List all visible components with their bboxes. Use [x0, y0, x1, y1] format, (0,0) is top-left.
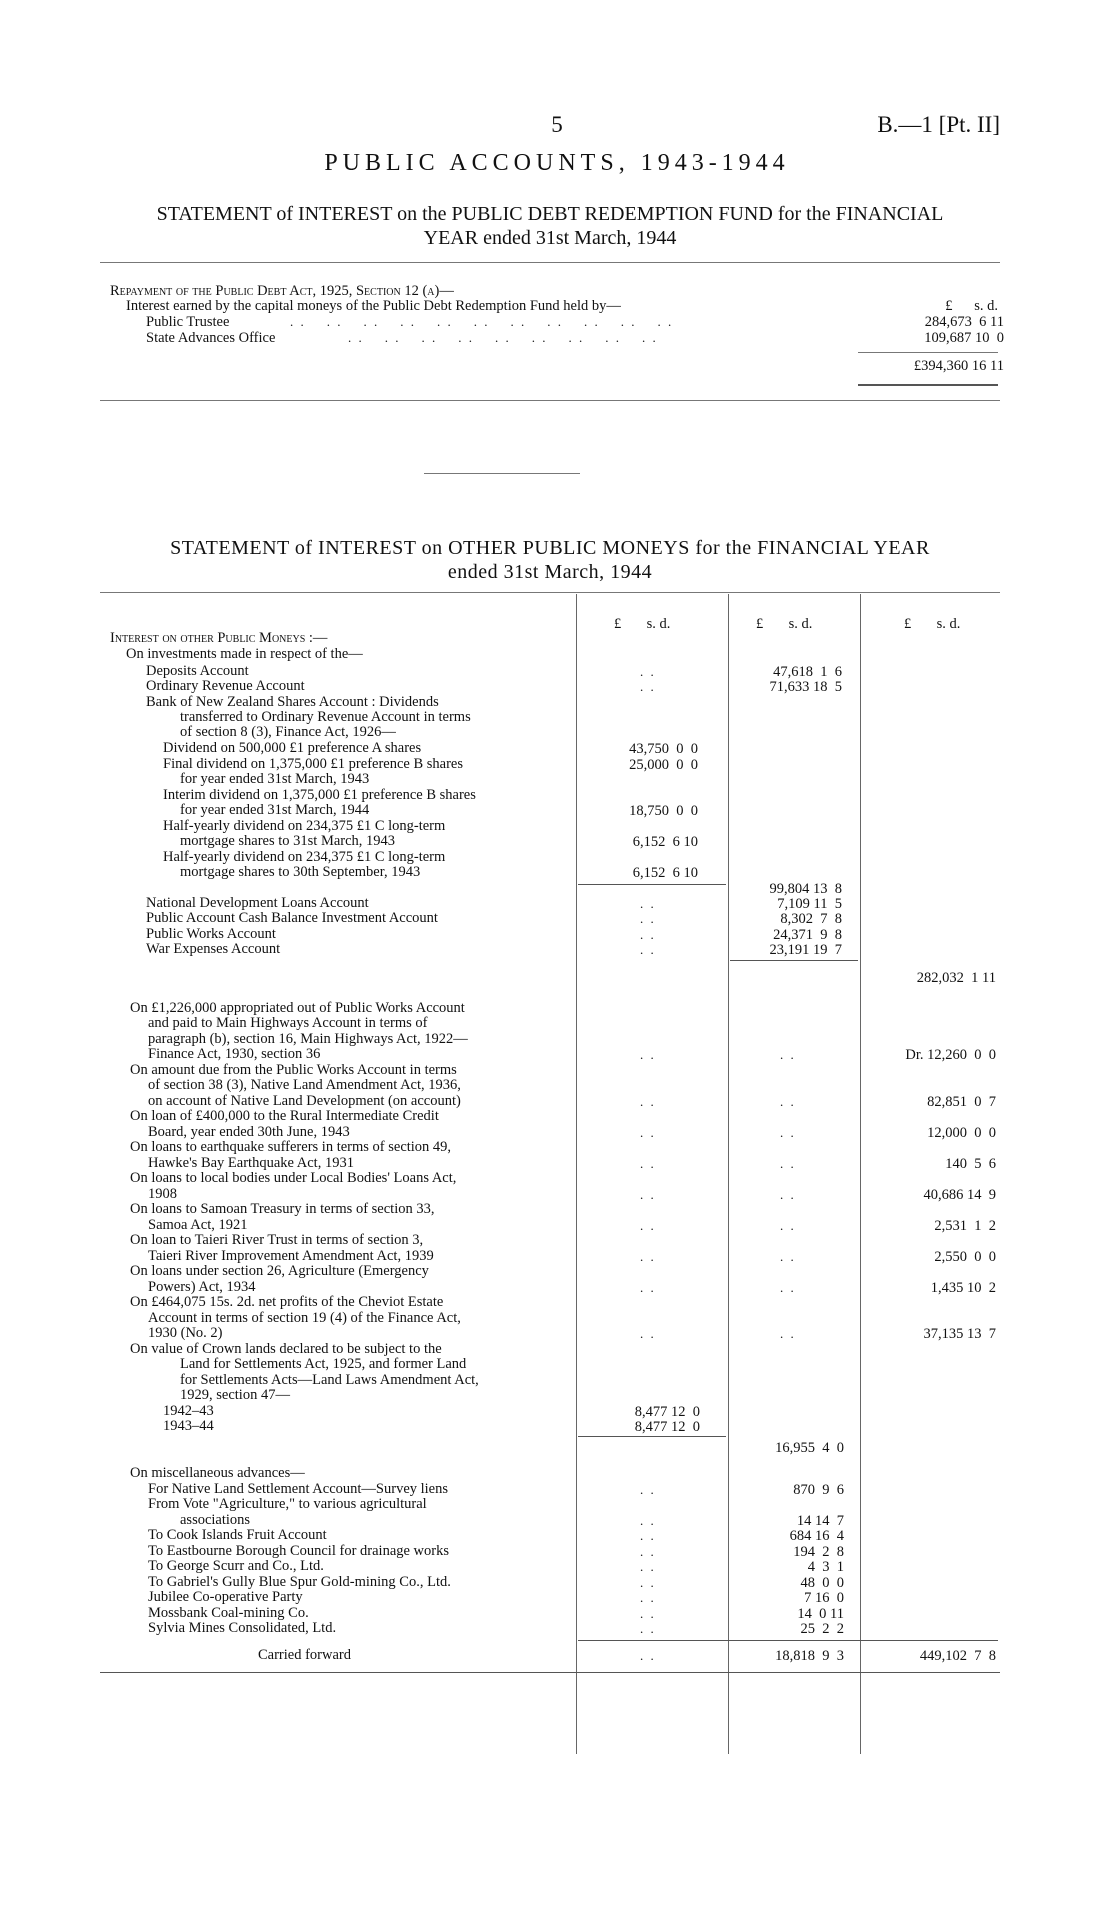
misc-amount: 25 2 2 — [800, 1621, 844, 1637]
leader-dots: . . — [640, 1606, 656, 1621]
leader-dots: . . — [640, 1280, 656, 1295]
misc-item: For Native Land Settlement Account—Survey liens — [148, 1481, 449, 1497]
misc-item: To Gabriel's Gully Blue Spur Gold-mining Co., Ltd. — [148, 1574, 451, 1590]
column-header-2: £ s. d. — [756, 616, 813, 632]
leader-dots: . . — [780, 1094, 796, 1109]
native-land-line: on account of Native Land Development (on account) — [148, 1093, 461, 1109]
leader-dots: . . — [640, 1094, 656, 1109]
bank-subtotal: 99,804 13 8 — [769, 881, 842, 897]
halfyear2-label2: mortgage shares to 30th September, 1943 — [180, 864, 421, 880]
misc-amount: 4 3 1 — [807, 1559, 844, 1575]
carried-forward-label: Carried forward — [258, 1647, 351, 1663]
cash-balance-label: Public Account Cash Balance Investment Account — [146, 910, 438, 926]
earthquake-amount: 140 5 6 — [945, 1156, 996, 1172]
rural-credit-line: Board, year ended 30th June, 1943 — [148, 1124, 350, 1140]
year-1943-amount: 8,477 12 0 — [634, 1419, 700, 1435]
cheviot-line: On £464,075 15s. 2d. net profits of the Cheviot Estate — [130, 1294, 444, 1310]
divider — [100, 1672, 1000, 1673]
sum-rule — [578, 1436, 726, 1437]
samoa-amount: 2,531 1 2 — [934, 1218, 996, 1234]
samoa-line: Samoa Act, 1921 — [148, 1217, 248, 1233]
main-highways-line: paragraph (b), section 16, Main Highways Act, 1922— — [148, 1031, 468, 1047]
war-expenses-amount: 23,191 19 7 — [769, 942, 842, 958]
misc-item: From Vote "Agriculture," to various agricultural — [148, 1496, 427, 1512]
earthquake-line: Hawke's Bay Earthquake Act, 1931 — [148, 1155, 354, 1171]
national-dev-amount: 7,109 11 5 — [777, 896, 842, 912]
dividend-b-final-label2: for year ended 31st March, 1943 — [180, 771, 370, 787]
statement1-heading-line2: YEAR ended 31st March, 1944 — [423, 227, 677, 249]
halfyear2-label: Half-yearly dividend on 234,375 £1 C long-term — [163, 849, 446, 865]
halfyear1-label2: mortgage shares to 31st March, 1943 — [180, 833, 396, 849]
ordinary-amount: 71,633 18 5 — [769, 679, 842, 695]
main-highways-amount: Dr. 12,260 0 0 — [905, 1047, 996, 1063]
misc-amount: 684 16 4 — [789, 1528, 844, 1544]
halfyear1-label: Half-yearly dividend on 234,375 £1 C long-term — [163, 818, 446, 834]
divider — [100, 262, 1000, 263]
crown-lands-line: for Settlements Acts—Land Laws Amendment Act, — [180, 1372, 479, 1388]
taieri-line: Taieri River Improvement Amendment Act, 1939 — [148, 1248, 434, 1264]
misc-amount: 14 0 11 — [797, 1606, 844, 1622]
leader-dots: . . — [780, 1125, 796, 1140]
bank-label-line: transferred to Ordinary Revenue Account in terms — [180, 709, 471, 725]
leader-dots: . . — [640, 1125, 656, 1140]
rural-credit-amount: 12,000 0 0 — [927, 1125, 996, 1141]
leader-dots: . . — [640, 1590, 656, 1605]
dividend-a-label: Dividend on 500,000 £1 preference A shares — [163, 740, 422, 756]
cheviot-line: 1930 (No. 2) — [148, 1325, 223, 1341]
rural-credit-line: On loan of £400,000 to the Rural Intermediate Credit — [130, 1108, 439, 1124]
column-rule — [728, 594, 729, 1754]
misc-amount: 870 9 6 — [793, 1482, 844, 1498]
total-rule — [858, 384, 998, 386]
cheviot-line: Account in terms of section 19 (4) of the Finance Act, — [148, 1310, 461, 1326]
dividend-b-final-amount: 25,000 0 0 — [629, 757, 698, 773]
dividend-a-amount: 43,750 0 0 — [629, 741, 698, 757]
leader-dots: . . — [640, 1528, 656, 1543]
main-highways-line: Finance Act, 1930, section 36 — [148, 1046, 321, 1062]
sum-rule — [578, 1640, 998, 1641]
misc-item: To Cook Islands Fruit Account — [148, 1527, 327, 1543]
statement1-row-amount: 109,687 10 0 — [924, 330, 1004, 346]
halfyear1-amount: 6,152 6 10 — [632, 834, 698, 850]
misc-label: On miscellaneous advances— — [130, 1465, 305, 1481]
leader-dots: . . — [640, 664, 656, 679]
statement1-section-label: Repayment of the Public Debt Act, 1925, Section 12 (a)— — [110, 283, 454, 299]
statement1-heading-line1: STATEMENT of INTEREST on the PUBLIC DEBT REDEMPTION FUND for the FINANCIAL — [156, 203, 944, 225]
misc-item: Mossbank Coal-mining Co. — [148, 1605, 309, 1621]
public-works-label: Public Works Account — [146, 926, 276, 942]
statement1-row-amount: 284,673 6 11 — [924, 314, 1004, 330]
misc-item: To George Scurr and Co., Ltd. — [148, 1558, 324, 1574]
leader-dots: . . — [640, 1047, 656, 1062]
leader-dots: . . — [640, 1187, 656, 1202]
year-1943-label: 1943–44 — [163, 1418, 214, 1434]
leader-dots: . . — [640, 679, 656, 694]
leader-dots: . . — [640, 1559, 656, 1574]
carried-forward-c3: 449,102 7 8 — [919, 1648, 996, 1664]
leader-dots: . . . . . . . . . . . . . . . . . . — [348, 330, 658, 345]
leader-dots: . . — [640, 1575, 656, 1590]
leader-dots: . . — [780, 1187, 796, 1202]
agriculture-line: On loans under section 26, Agriculture (Emergency — [130, 1263, 429, 1279]
local-bodies-line: On loans to local bodies under Local Bodies' Loans Act, — [130, 1170, 457, 1186]
leader-dots: . . — [640, 1326, 656, 1341]
sum-rule — [858, 352, 998, 353]
misc-item: Sylvia Mines Consolidated, Ltd. — [148, 1620, 337, 1636]
year-1942-label: 1942–43 — [163, 1403, 214, 1419]
leader-dots: . . — [780, 1280, 796, 1295]
agriculture-line: Powers) Act, 1934 — [148, 1279, 256, 1295]
leader-dots: . . — [640, 1218, 656, 1233]
halfyear2-amount: 6,152 6 10 — [632, 865, 698, 881]
local-bodies-amount: 40,686 14 9 — [923, 1187, 996, 1203]
leader-dots: . . — [640, 1513, 656, 1528]
main-highways-line: On £1,226,000 appropriated out of Public Works Account — [130, 1000, 465, 1016]
taieri-amount: 2,550 0 0 — [934, 1249, 996, 1265]
divider — [100, 400, 1000, 401]
samoa-line: On loans to Samoan Treasury in terms of section 33, — [130, 1201, 435, 1217]
statement2-section-label: Interest on other Public Moneys :— — [110, 630, 328, 646]
leader-dots: . . — [640, 1482, 656, 1497]
leader-dots: . . . . . . . . . . . . . . . . . . . . . . — [290, 314, 674, 329]
investments-label: On investments made in respect of the— — [126, 646, 363, 662]
dividend-b-final-label: Final dividend on 1,375,000 £1 preference B shares — [163, 756, 463, 772]
misc-item: To Eastbourne Borough Council for drainage works — [148, 1543, 450, 1559]
war-expenses-label: War Expenses Account — [146, 941, 281, 957]
local-bodies-line: 1908 — [148, 1186, 177, 1202]
divider — [100, 592, 1000, 593]
statement1-intro: Interest earned by the capital moneys of the Public Debt Redemption Fund held by— — [126, 298, 621, 314]
page-number: 5 — [551, 112, 563, 137]
misc-item-line2: associations — [180, 1512, 251, 1528]
native-land-line: On amount due from the Public Works Account in terms — [130, 1062, 457, 1078]
national-dev-label: National Development Loans Account — [146, 895, 369, 911]
misc-amount: 7 16 0 — [804, 1590, 844, 1606]
leader-dots: . . — [640, 1156, 656, 1171]
bank-label-line: of section 8 (3), Finance Act, 1926— — [180, 724, 396, 740]
deposits-amount: 47,618 1 6 — [773, 664, 842, 680]
leader-dots: . . — [780, 1326, 796, 1341]
leader-dots: . . — [780, 1218, 796, 1233]
public-works-amount: 24,371 9 8 — [773, 927, 842, 943]
page-title: PUBLIC ACCOUNTS, 1943-1944 — [324, 150, 790, 176]
native-land-line: of section 38 (3), Native Land Amendment Act, 1936, — [148, 1077, 461, 1093]
investments-total: 282,032 1 11 — [916, 970, 996, 986]
leader-dots: . . — [640, 911, 656, 926]
statement2-heading-line2: ended 31st March, 1944 — [447, 561, 653, 583]
dividend-b-interim-amount: 18,750 0 0 — [629, 803, 698, 819]
native-land-amount: 82,851 0 7 — [927, 1094, 996, 1110]
column-header-3: £ s. d. — [904, 616, 961, 632]
dividend-b-interim-label: Interim dividend on 1,375,000 £1 preference B shares — [163, 787, 476, 803]
misc-amount: 48 0 0 — [800, 1575, 844, 1591]
leader-dots: . . — [640, 1648, 656, 1663]
taieri-line: On loan to Taieri River Trust in terms of section 3, — [130, 1232, 424, 1248]
earthquake-line: On loans to earthquake sufferers in terms of section 49, — [130, 1139, 452, 1155]
leader-dots: . . — [780, 1047, 796, 1062]
carried-forward-c2: 18,818 9 3 — [775, 1648, 844, 1664]
leader-dots: . . — [640, 942, 656, 957]
crown-lands-line: Land for Settlements Act, 1925, and former Land — [180, 1356, 467, 1372]
crown-lands-line: On value of Crown lands declared to be subject to the — [130, 1341, 442, 1357]
sum-rule — [578, 884, 726, 885]
dividend-b-interim-label2: for year ended 31st March, 1944 — [180, 802, 370, 818]
statement2-heading — [100, 536, 1000, 584]
crown-subtotal: 16,955 4 0 — [775, 1440, 844, 1456]
leader-dots: . . — [640, 896, 656, 911]
misc-item: Jubilee Co-operative Party — [148, 1589, 303, 1605]
crown-lands-line: 1929, section 47— — [180, 1387, 290, 1403]
ordinary-label: Ordinary Revenue Account — [146, 678, 305, 694]
leader-dots: . . — [640, 927, 656, 942]
section-separator — [424, 473, 580, 474]
leader-dots: . . — [780, 1249, 796, 1264]
statement1-total: £394,360 16 11 — [913, 358, 1004, 374]
bank-label-line: Bank of New Zealand Shares Account : Dividends — [146, 694, 439, 710]
year-1942-amount: 8,477 12 0 — [634, 1404, 700, 1420]
leader-dots: . . — [640, 1249, 656, 1264]
statement2-heading-line1: STATEMENT of INTEREST on OTHER PUBLIC MONEYS for the FINANCIAL YEAR — [170, 537, 930, 559]
agriculture-amount: 1,435 10 2 — [930, 1280, 996, 1296]
leader-dots: . . — [780, 1156, 796, 1171]
column-header-1: £ s. d. — [614, 616, 671, 632]
deposits-label: Deposits Account — [146, 663, 249, 679]
column-rule — [860, 594, 861, 1754]
misc-amount: 194 2 8 — [793, 1544, 844, 1560]
statement1-row-label: State Advances Office — [146, 330, 276, 346]
leader-dots: . . — [640, 1544, 656, 1559]
leader-dots: . . — [640, 1621, 656, 1636]
statement1-currency-header: £ s. d. — [945, 298, 998, 314]
document-reference: B.—1 [Pt. II] — [877, 112, 1000, 137]
main-highways-line: and paid to Main Highways Account in terms of — [148, 1015, 428, 1031]
sum-rule — [730, 960, 858, 961]
statement1-heading — [100, 202, 1000, 250]
cheviot-amount: 37,135 13 7 — [923, 1326, 996, 1342]
statement1-row-label: Public Trustee — [146, 314, 230, 330]
misc-amount: 14 14 7 — [796, 1513, 844, 1529]
cash-balance-amount: 8,302 7 8 — [780, 911, 842, 927]
